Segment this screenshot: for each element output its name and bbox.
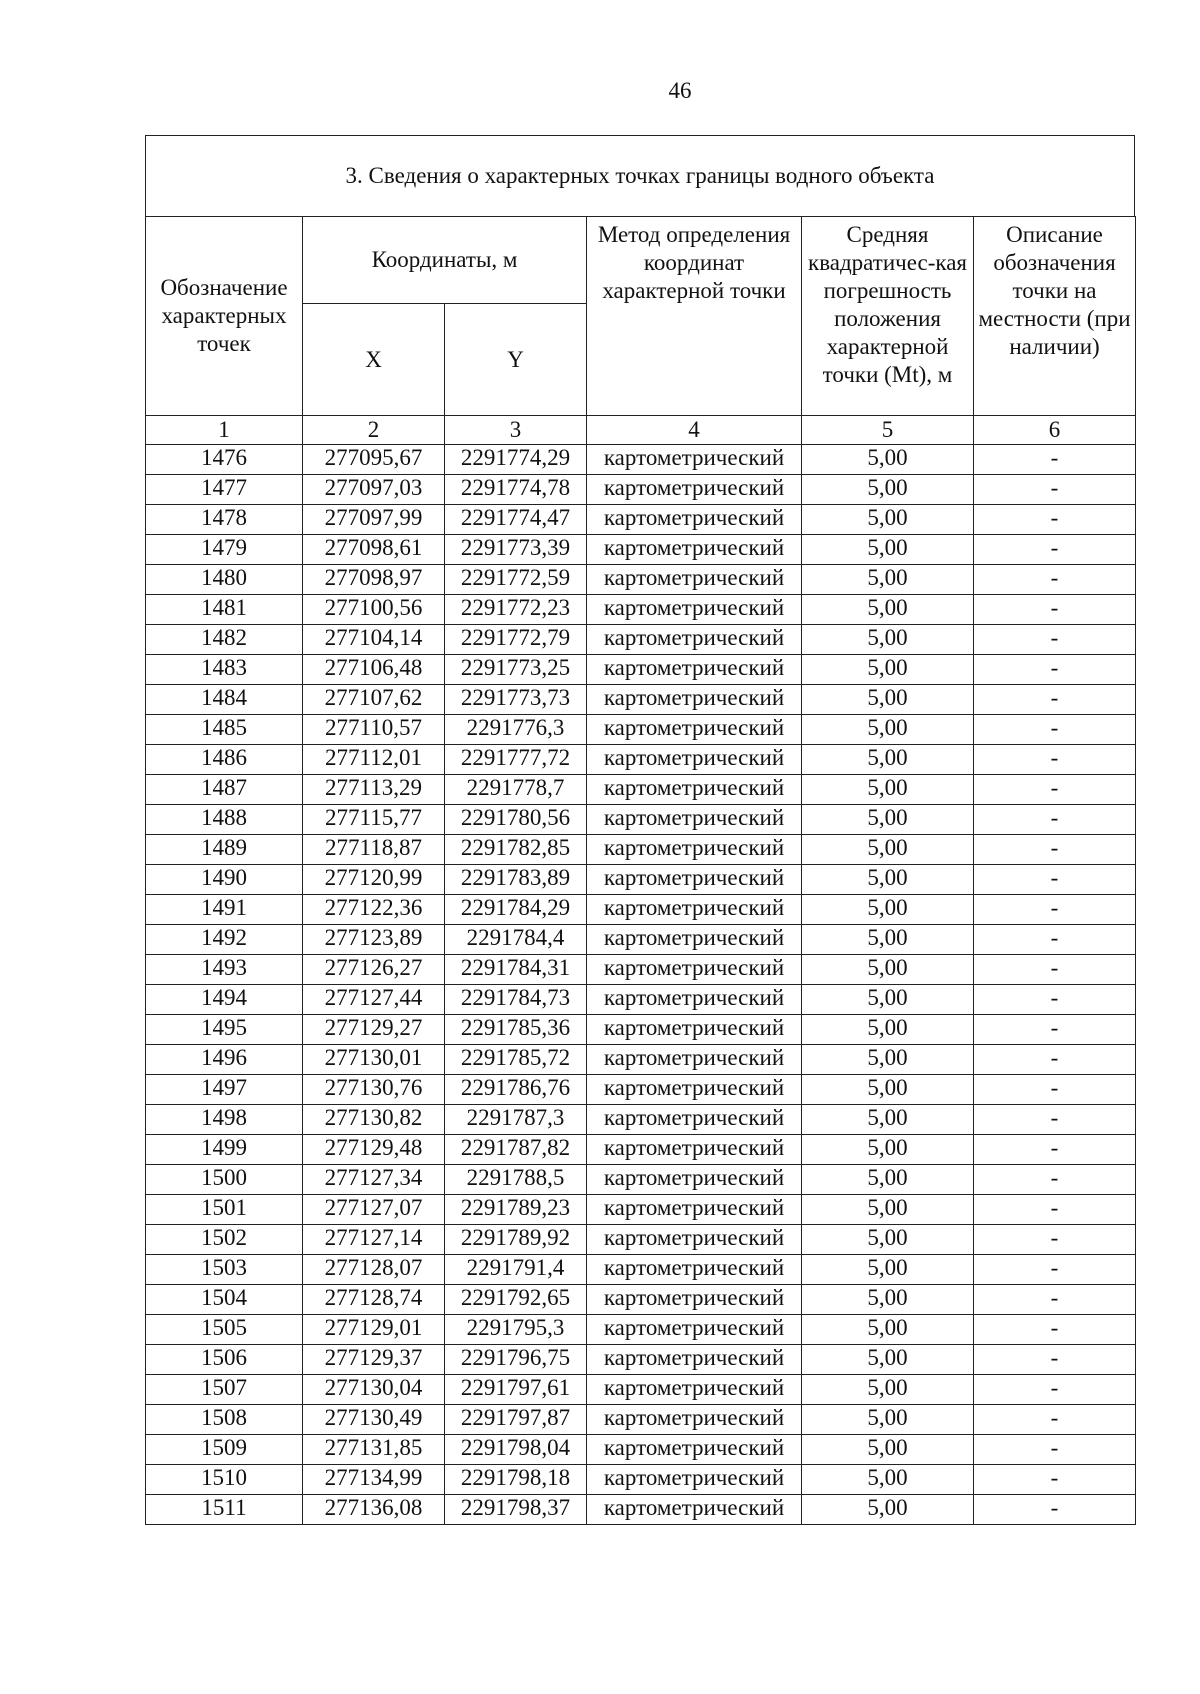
y-coordinate-cell: 2291786,76 [445,1075,587,1105]
table-header [146,217,1136,445]
table-row [146,805,1136,835]
y-coordinate-cell: 2291785,36 [445,1015,587,1045]
x-coordinate-cell: 277118,87 [303,835,445,865]
x-coordinate-cell: 277123,89 [303,925,445,955]
description-cell: - [974,955,1136,985]
description-cell: - [974,1135,1136,1165]
description-cell: - [974,1195,1136,1225]
table-row [146,1015,1136,1045]
table-row [146,1435,1136,1465]
point-cell: 1490 [146,865,303,895]
description-cell: - [974,445,1136,475]
x-coordinate-cell: 277134,99 [303,1465,445,1495]
method-cell: картометрический [587,955,802,985]
table-row [146,1255,1136,1285]
method-cell: картометрический [587,715,802,745]
point-cell: 1498 [146,1105,303,1135]
error-cell: 5,00 [802,985,974,1015]
method-cell: картометрический [587,1285,802,1315]
description-cell: - [974,865,1136,895]
method-cell: картометрический [587,655,802,685]
table-row [146,1285,1136,1315]
x-coordinate-cell: 277120,99 [303,865,445,895]
error-cell: 5,00 [802,775,974,805]
y-coordinate-cell: 2291774,78 [445,475,587,505]
error-cell: 5,00 [802,1315,974,1345]
point-cell: 1495 [146,1015,303,1045]
table-row [146,835,1136,865]
error-cell: 5,00 [802,1435,974,1465]
x-coordinate-cell: 277127,07 [303,1195,445,1225]
method-cell: картометрический [587,1105,802,1135]
method-cell: картометрический [587,1165,802,1195]
y-coordinate-cell: 2291787,82 [445,1135,587,1165]
x-coordinate-cell: 277127,34 [303,1165,445,1195]
error-cell: 5,00 [802,625,974,655]
y-coordinate-cell: 2291798,18 [445,1465,587,1495]
point-cell: 1486 [146,745,303,775]
table-row [146,775,1136,805]
point-cell: 1491 [146,895,303,925]
method-cell: картометрический [587,985,802,1015]
document-sheet [145,135,1135,1525]
table-row [146,1345,1136,1375]
description-cell: - [974,715,1136,745]
method-cell: картометрический [587,595,802,625]
point-cell: 1482 [146,625,303,655]
y-coordinate-cell: 2291774,47 [445,505,587,535]
table-row [146,1375,1136,1405]
method-cell: картометрический [587,535,802,565]
table-row [146,1105,1136,1135]
table-row [146,985,1136,1015]
x-coordinate-cell: 277127,14 [303,1225,445,1255]
description-cell: - [974,595,1136,625]
header-y-cell [445,304,587,416]
y-coordinate-cell: 2291772,23 [445,595,587,625]
header-method-cell [587,217,802,416]
table-row [146,1465,1136,1495]
y-coordinate-cell: 2291787,3 [445,1105,587,1135]
y-coordinate-cell: 2291789,23 [445,1195,587,1225]
method-cell: картометрический [587,505,802,535]
y-coordinate-cell: 2291797,87 [445,1405,587,1435]
section-title-box [145,135,1135,216]
x-coordinate-cell: 277127,44 [303,985,445,1015]
method-cell: картометрический [587,1075,802,1105]
error-cell: 5,00 [802,535,974,565]
y-coordinate-cell: 2291777,72 [445,745,587,775]
error-cell: 5,00 [802,1495,974,1525]
table-row [146,955,1136,985]
column-number: 6 [974,416,1136,445]
error-cell: 5,00 [802,925,974,955]
point-cell: 1503 [146,1255,303,1285]
point-cell: 1476 [146,445,303,475]
point-cell: 1499 [146,1135,303,1165]
x-coordinate-cell: 277129,01 [303,1315,445,1345]
method-cell: картометрический [587,1135,802,1165]
table-row [146,1495,1136,1525]
method-cell: картометрический [587,1045,802,1075]
column-number: 5 [802,416,974,445]
column-numbers-row [146,416,1136,445]
description-cell: - [974,1435,1136,1465]
table-row [146,535,1136,565]
description-cell: - [974,475,1136,505]
x-coordinate-cell: 277110,57 [303,715,445,745]
error-cell: 5,00 [802,1225,974,1255]
description-cell: - [974,1405,1136,1435]
description-cell: - [974,745,1136,775]
error-cell: 5,00 [802,745,974,775]
description-cell: - [974,1495,1136,1525]
error-cell: 5,00 [802,895,974,925]
x-coordinate-cell: 277126,27 [303,955,445,985]
y-coordinate-cell: 2291782,85 [445,835,587,865]
method-cell: картометрический [587,745,802,775]
method-cell: картометрический [587,1375,802,1405]
x-coordinate-cell: 277098,61 [303,535,445,565]
point-cell: 1502 [146,1225,303,1255]
point-cell: 1500 [146,1165,303,1195]
page-number: 46 [668,78,692,103]
method-cell: картометрический [587,1255,802,1285]
error-cell: 5,00 [802,1465,974,1495]
description-cell: - [974,1345,1136,1375]
method-cell: картометрический [587,475,802,505]
table-row [146,655,1136,685]
x-coordinate-cell: 277131,85 [303,1435,445,1465]
description-cell: - [974,1465,1136,1495]
boundary-points-table [145,216,1136,1525]
y-coordinate-cell: 2291772,59 [445,565,587,595]
header-error-label: Средняя квадратичес-кая погрешность положения характерной точки (Mt), м [808,222,967,387]
y-coordinate-cell: 2291783,89 [445,865,587,895]
table-row [146,1405,1136,1435]
description-cell: - [974,1255,1136,1285]
point-cell: 1510 [146,1465,303,1495]
error-cell: 5,00 [802,1105,974,1135]
x-coordinate-cell: 277097,03 [303,475,445,505]
table-row [146,595,1136,625]
point-cell: 1480 [146,565,303,595]
table-body [146,445,1136,1525]
error-cell: 5,00 [802,475,974,505]
y-coordinate-cell: 2291796,75 [445,1345,587,1375]
error-cell: 5,00 [802,1165,974,1195]
header-desc-label: Описание обозначения точки на местности (при наличии) [978,222,1131,359]
method-cell: картометрический [587,805,802,835]
method-cell: картометрический [587,1345,802,1375]
table-row [146,715,1136,745]
y-coordinate-cell: 2291791,4 [445,1255,587,1285]
description-cell: - [974,1105,1136,1135]
error-cell: 5,00 [802,715,974,745]
y-coordinate-cell: 2291785,72 [445,1045,587,1075]
error-cell: 5,00 [802,445,974,475]
column-number: 2 [303,416,445,445]
y-coordinate-cell: 2291789,92 [445,1225,587,1255]
x-coordinate-cell: 277130,01 [303,1045,445,1075]
point-cell: 1496 [146,1045,303,1075]
x-coordinate-cell: 277100,56 [303,595,445,625]
column-number: 3 [445,416,587,445]
x-coordinate-cell: 277115,77 [303,805,445,835]
x-coordinate-cell: 277098,97 [303,565,445,595]
point-cell: 1485 [146,715,303,745]
y-coordinate-cell: 2291773,39 [445,535,587,565]
table-row [146,505,1136,535]
table-row [146,1225,1136,1255]
description-cell: - [974,1285,1136,1315]
x-coordinate-cell: 277130,49 [303,1405,445,1435]
header-point-label: Обозначение характерных точек [160,275,288,356]
table-row [146,1045,1136,1075]
header-desc-cell [974,217,1136,416]
x-coordinate-cell: 277122,36 [303,895,445,925]
point-cell: 1493 [146,955,303,985]
header-method-label: Метод определения координат характерной точки [597,222,791,303]
error-cell: 5,00 [802,1195,974,1225]
point-cell: 1497 [146,1075,303,1105]
x-coordinate-cell: 277129,37 [303,1345,445,1375]
point-cell: 1488 [146,805,303,835]
method-cell: картометрический [587,865,802,895]
description-cell: - [974,685,1136,715]
x-coordinate-cell: 277129,48 [303,1135,445,1165]
method-cell: картометрический [587,895,802,925]
table-row [146,745,1136,775]
point-cell: 1509 [146,1435,303,1465]
point-cell: 1478 [146,505,303,535]
table-row [146,565,1136,595]
table-row [146,475,1136,505]
y-coordinate-cell: 2291772,79 [445,625,587,655]
method-cell: картометрический [587,1405,802,1435]
y-coordinate-cell: 2291798,04 [445,1435,587,1465]
header-error-cell [802,217,974,416]
description-cell: - [974,1165,1136,1195]
error-cell: 5,00 [802,805,974,835]
table-row [146,1075,1136,1105]
method-cell: картометрический [587,1015,802,1045]
y-coordinate-cell: 2291773,73 [445,685,587,715]
point-cell: 1484 [146,685,303,715]
header-y-label: Y [507,346,524,372]
method-cell: картометрический [587,835,802,865]
description-cell: - [974,985,1136,1015]
error-cell: 5,00 [802,1045,974,1075]
point-cell: 1481 [146,595,303,625]
method-cell: картометрический [587,1465,802,1495]
table-row [146,925,1136,955]
method-cell: картометрический [587,1495,802,1525]
table-row [146,625,1136,655]
error-cell: 5,00 [802,955,974,985]
x-coordinate-cell: 277128,74 [303,1285,445,1315]
table-row [146,685,1136,715]
description-cell: - [974,1045,1136,1075]
description-cell: - [974,835,1136,865]
y-coordinate-cell: 2291797,61 [445,1375,587,1405]
x-coordinate-cell: 277128,07 [303,1255,445,1285]
error-cell: 5,00 [802,1255,974,1285]
method-cell: картометрический [587,1315,802,1345]
error-cell: 5,00 [802,865,974,895]
error-cell: 5,00 [802,1075,974,1105]
x-coordinate-cell: 277113,29 [303,775,445,805]
error-cell: 5,00 [802,595,974,625]
description-cell: - [974,655,1136,685]
point-cell: 1505 [146,1315,303,1345]
table-row [146,1195,1136,1225]
y-coordinate-cell: 2291788,5 [445,1165,587,1195]
description-cell: - [974,775,1136,805]
point-cell: 1483 [146,655,303,685]
method-cell: картометрический [587,775,802,805]
table-row [146,1315,1136,1345]
point-cell: 1487 [146,775,303,805]
table-row [146,865,1136,895]
point-cell: 1489 [146,835,303,865]
point-cell: 1494 [146,985,303,1015]
x-coordinate-cell: 277130,76 [303,1075,445,1105]
column-number: 1 [146,416,303,445]
table-row [146,445,1136,475]
header-point-cell [146,217,303,416]
error-cell: 5,00 [802,1285,974,1315]
y-coordinate-cell: 2291792,65 [445,1285,587,1315]
error-cell: 5,00 [802,505,974,535]
point-cell: 1479 [146,535,303,565]
point-cell: 1492 [146,925,303,955]
table-row [146,895,1136,925]
error-cell: 5,00 [802,1015,974,1045]
method-cell: картометрический [587,925,802,955]
x-coordinate-cell: 277097,99 [303,505,445,535]
header-coords-label: Координаты, м [371,247,518,272]
header-coords-cell [303,217,587,304]
method-cell: картометрический [587,685,802,715]
y-coordinate-cell: 2291784,73 [445,985,587,1015]
point-cell: 1501 [146,1195,303,1225]
x-coordinate-cell: 277107,62 [303,685,445,715]
y-coordinate-cell: 2291784,29 [445,895,587,925]
description-cell: - [974,625,1136,655]
y-coordinate-cell: 2291778,7 [445,775,587,805]
x-coordinate-cell: 277136,08 [303,1495,445,1525]
y-coordinate-cell: 2291773,25 [445,655,587,685]
error-cell: 5,00 [802,1405,974,1435]
y-coordinate-cell: 2291784,31 [445,955,587,985]
method-cell: картометрический [587,445,802,475]
x-coordinate-cell: 277129,27 [303,1015,445,1045]
description-cell: - [974,805,1136,835]
y-coordinate-cell: 2291780,56 [445,805,587,835]
description-cell: - [974,1375,1136,1405]
point-cell: 1511 [146,1495,303,1525]
description-cell: - [974,895,1136,925]
description-cell: - [974,1075,1136,1105]
y-coordinate-cell: 2291774,29 [445,445,587,475]
error-cell: 5,00 [802,1375,974,1405]
y-coordinate-cell: 2291798,37 [445,1495,587,1525]
description-cell: - [974,535,1136,565]
header-x-cell [303,304,445,416]
description-cell: - [974,1315,1136,1345]
table-row [146,1135,1136,1165]
column-number: 4 [587,416,802,445]
description-cell: - [974,925,1136,955]
point-cell: 1508 [146,1405,303,1435]
error-cell: 5,00 [802,1345,974,1375]
method-cell: картометрический [587,565,802,595]
header-x-label: X [365,346,382,372]
point-cell: 1477 [146,475,303,505]
error-cell: 5,00 [802,655,974,685]
y-coordinate-cell: 2291795,3 [445,1315,587,1345]
x-coordinate-cell: 277095,67 [303,445,445,475]
method-cell: картометрический [587,1225,802,1255]
y-coordinate-cell: 2291776,3 [445,715,587,745]
section-title: 3. Сведения о характерных точках границы водного объекта [345,163,935,188]
x-coordinate-cell: 277106,48 [303,655,445,685]
method-cell: картометрический [587,1435,802,1465]
description-cell: - [974,505,1136,535]
method-cell: картометрический [587,1195,802,1225]
error-cell: 5,00 [802,565,974,595]
table-row [146,1165,1136,1195]
description-cell: - [974,565,1136,595]
x-coordinate-cell: 277104,14 [303,625,445,655]
description-cell: - [974,1015,1136,1045]
x-coordinate-cell: 277130,82 [303,1105,445,1135]
x-coordinate-cell: 277112,01 [303,745,445,775]
x-coordinate-cell: 277130,04 [303,1375,445,1405]
y-coordinate-cell: 2291784,4 [445,925,587,955]
point-cell: 1507 [146,1375,303,1405]
description-cell: - [974,1225,1136,1255]
method-cell: картометрический [587,625,802,655]
error-cell: 5,00 [802,835,974,865]
error-cell: 5,00 [802,685,974,715]
point-cell: 1504 [146,1285,303,1315]
error-cell: 5,00 [802,1135,974,1165]
point-cell: 1506 [146,1345,303,1375]
